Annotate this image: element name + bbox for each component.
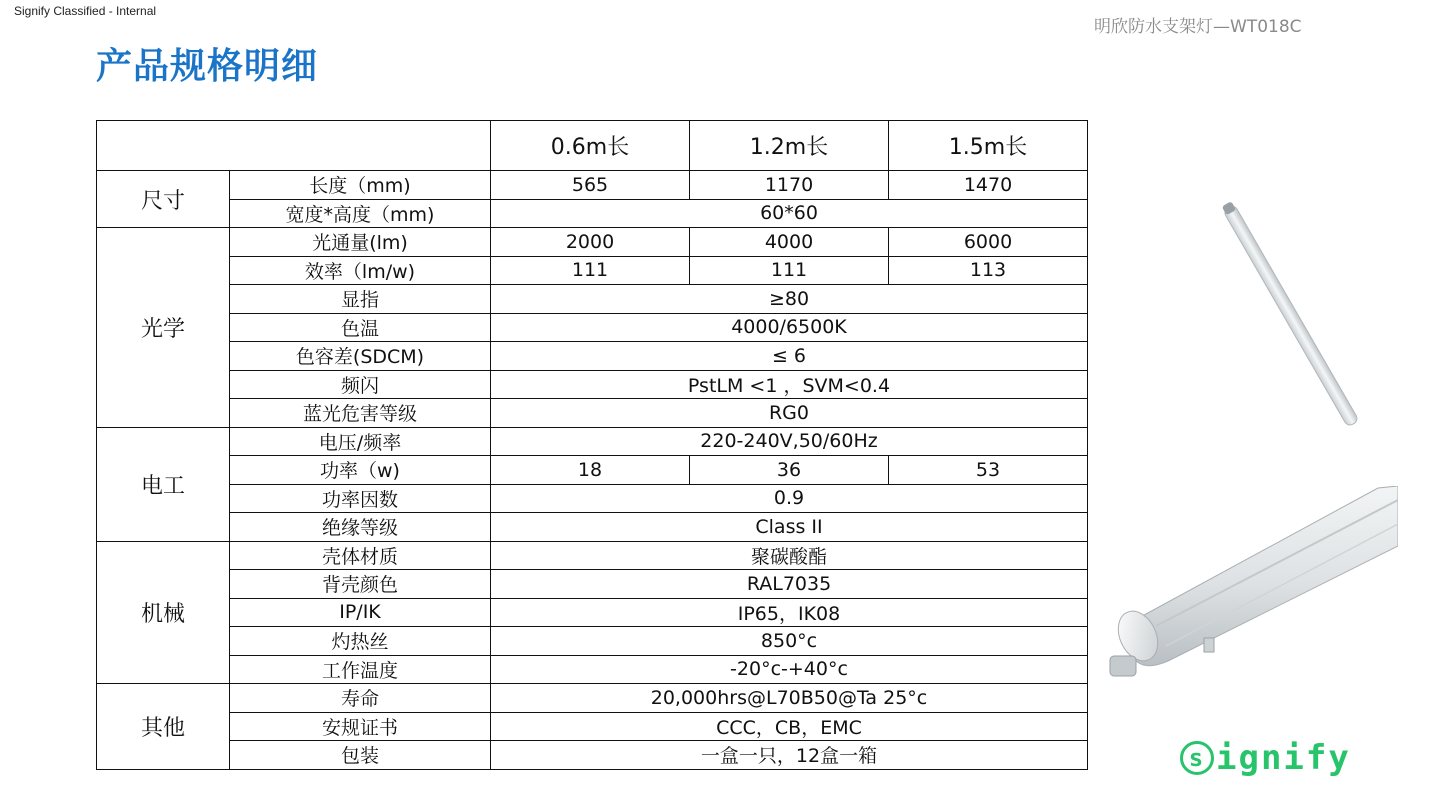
table-row <box>97 570 1088 599</box>
row-label: 功率因数 <box>230 484 491 513</box>
spec-table <box>96 120 1088 770</box>
table-row <box>97 627 1088 656</box>
table-cell: 60*60 <box>491 199 1088 228</box>
category-cell: 机械 <box>97 541 230 684</box>
product-tube-image <box>1215 195 1365 435</box>
table-cell: 850°c <box>491 627 1088 656</box>
category-cell: 电工 <box>97 427 230 541</box>
table-row <box>97 399 1088 428</box>
table-row <box>97 598 1088 627</box>
column-header: 1.5m长 <box>889 121 1088 171</box>
table-cell: ≥80 <box>491 285 1088 314</box>
page-title: 产品规格明细 <box>96 46 319 87</box>
column-header: 1.2m长 <box>690 121 889 171</box>
table-cell: 111 <box>690 256 889 285</box>
table-row <box>97 456 1088 485</box>
table-cell: 4000/6500K <box>491 313 1088 342</box>
row-label: 安规证书 <box>230 712 491 741</box>
row-label: 壳体材质 <box>230 541 491 570</box>
product-name: 明欣防水支架灯—WT018C <box>1094 17 1302 37</box>
table-cell: 18 <box>491 456 690 485</box>
row-label: 色容差(SDCM) <box>230 342 491 371</box>
row-label: 工作温度 <box>230 655 491 684</box>
row-label: 效率（lm/w) <box>230 256 491 285</box>
table-cell: IP65，IK08 <box>491 598 1088 627</box>
table-cell: 220-240V,50/60Hz <box>491 427 1088 456</box>
row-label: 宽度*高度（mm) <box>230 199 491 228</box>
table-row <box>97 313 1088 342</box>
table-row <box>97 484 1088 513</box>
table-row <box>97 199 1088 228</box>
table-cell: RG0 <box>491 399 1088 428</box>
row-label: 功率（w) <box>230 456 491 485</box>
table-cell: 聚碳酸酯 <box>491 541 1088 570</box>
table-row <box>97 342 1088 371</box>
table-cell: 53 <box>889 456 1088 485</box>
table-cell: RAL7035 <box>491 570 1088 599</box>
table-cell: ≤ 6 <box>491 342 1088 371</box>
table-row <box>97 541 1088 570</box>
table-row <box>97 427 1088 456</box>
row-label: 绝缘等级 <box>230 513 491 542</box>
signify-logo <box>1180 738 1351 778</box>
table-row <box>97 171 1088 200</box>
table-row <box>97 285 1088 314</box>
table-cell: 111 <box>491 256 690 285</box>
signify-logo-mark: s <box>1180 741 1214 775</box>
table-cell: 113 <box>889 256 1088 285</box>
table-row <box>97 655 1088 684</box>
category-cell: 其他 <box>97 684 230 770</box>
table-header-row <box>97 121 1088 171</box>
row-label: 光通量(lm) <box>230 228 491 257</box>
table-cell: CCC，CB，EMC <box>491 712 1088 741</box>
table-cell: 36 <box>690 456 889 485</box>
table-cell: 0.9 <box>491 484 1088 513</box>
table-row <box>97 513 1088 542</box>
header-empty-cell <box>97 121 491 171</box>
row-label: IP/IK <box>230 598 491 627</box>
table-cell: 1470 <box>889 171 1088 200</box>
row-label: 色温 <box>230 313 491 342</box>
signify-logo-text: ignify <box>1216 738 1351 778</box>
row-label: 包装 <box>230 741 491 770</box>
table-cell: 一盒一只，12盒一箱 <box>491 741 1088 770</box>
table-cell: 2000 <box>491 228 690 257</box>
table-cell: 20,000hrs@L70B50@Ta 25°c <box>491 684 1088 713</box>
column-header: 0.6m长 <box>491 121 690 171</box>
row-label: 频闪 <box>230 370 491 399</box>
table-row <box>97 684 1088 713</box>
row-label: 电压/频率 <box>230 427 491 456</box>
category-cell: 光学 <box>97 228 230 428</box>
table-cell: 1170 <box>690 171 889 200</box>
table-cell: Class II <box>491 513 1088 542</box>
row-label: 显指 <box>230 285 491 314</box>
row-label: 寿命 <box>230 684 491 713</box>
table-cell: PstLM <1 ，SVM<0.4 <box>491 370 1088 399</box>
table-cell: 565 <box>491 171 690 200</box>
table-cell: 6000 <box>889 228 1088 257</box>
table-row <box>97 712 1088 741</box>
classification-label: Signify Classified - Internal <box>14 4 157 18</box>
table-row <box>97 370 1088 399</box>
table-cell: 4000 <box>690 228 889 257</box>
product-fixture-image <box>1108 486 1398 696</box>
row-label: 背壳颜色 <box>230 570 491 599</box>
row-label: 蓝光危害等级 <box>230 399 491 428</box>
table-row <box>97 741 1088 770</box>
category-cell: 尺寸 <box>97 171 230 228</box>
table-row <box>97 228 1088 257</box>
table-cell: -20°c-+40°c <box>491 655 1088 684</box>
row-label: 长度（mm) <box>230 171 491 200</box>
row-label: 灼热丝 <box>230 627 491 656</box>
table-row <box>97 256 1088 285</box>
